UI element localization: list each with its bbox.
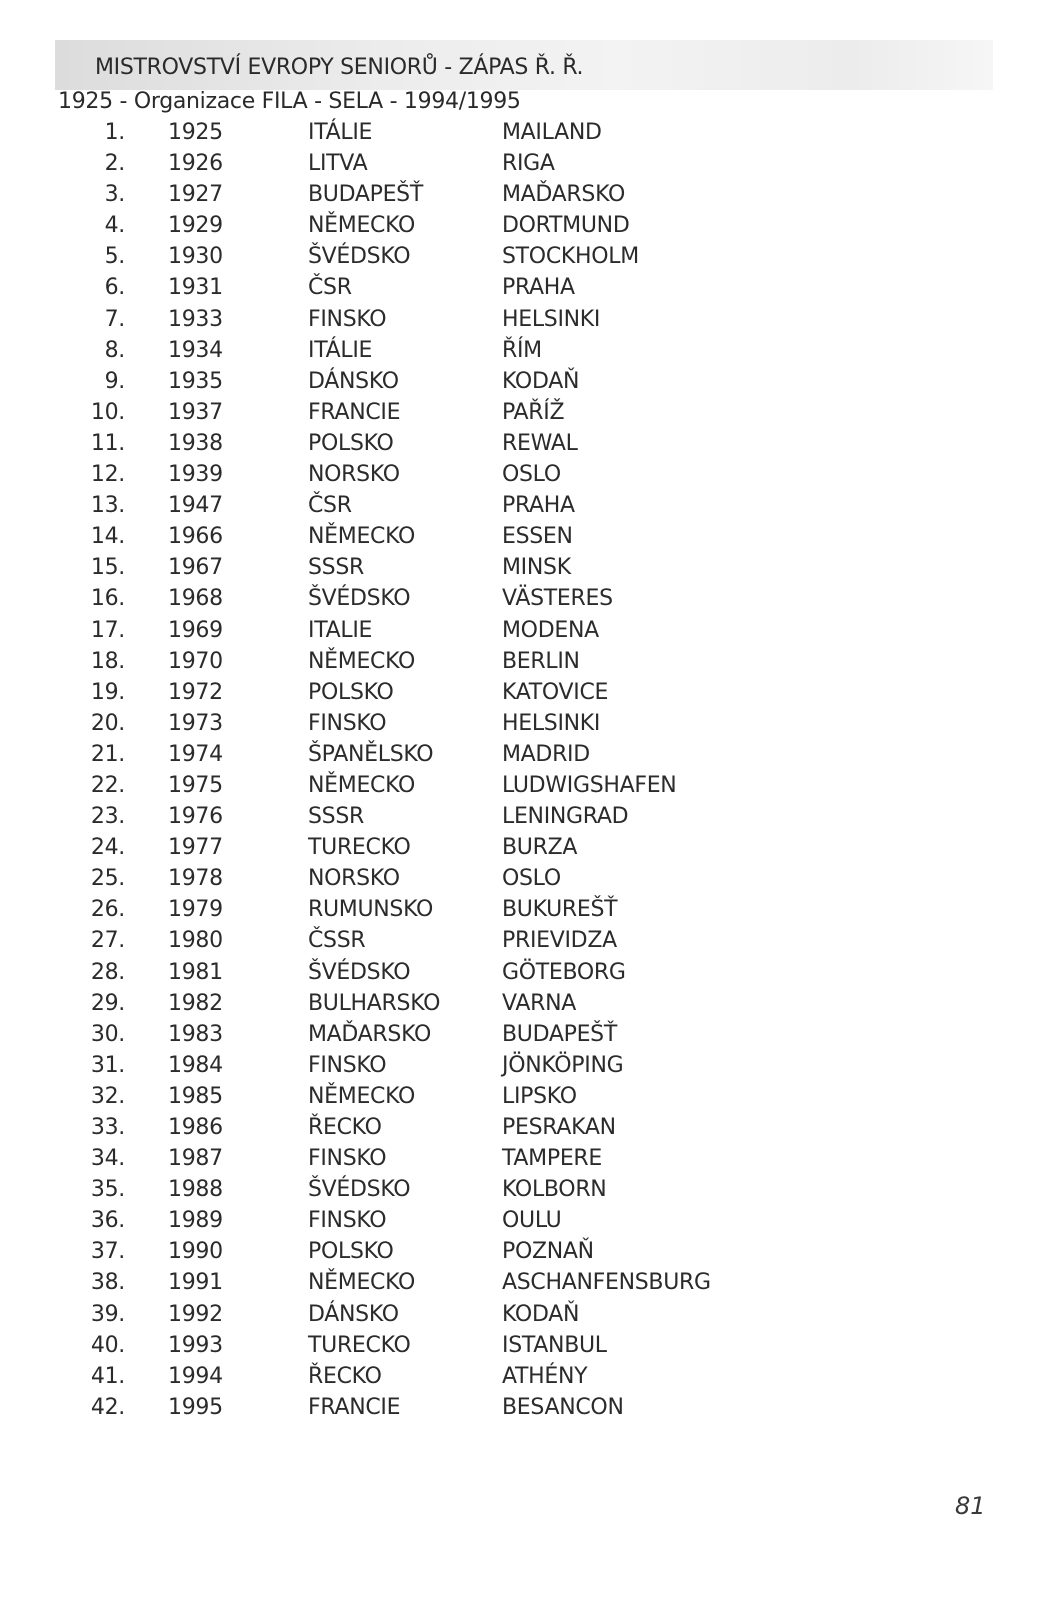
- country-cell: BULHARSKO: [308, 990, 441, 1016]
- table-row: [0, 521, 1063, 552]
- city-cell: MAILAND: [502, 120, 602, 145]
- country-cell: TURECKO: [308, 1332, 411, 1358]
- city-cell: KODAŇ: [502, 368, 580, 394]
- city-cell: KATOVICE: [502, 679, 609, 705]
- year-cell: 1987: [168, 1146, 223, 1172]
- row-number: 36.: [90, 1208, 125, 1234]
- table-row: [0, 397, 1063, 428]
- row-number: 6.: [104, 275, 125, 301]
- city-cell: MODENA: [502, 617, 599, 643]
- country-cell: MAĎARSKO: [308, 1021, 432, 1047]
- country-cell: FINSKO: [308, 1052, 387, 1078]
- row-number: 40.: [90, 1332, 125, 1358]
- table-row: [0, 490, 1063, 521]
- country-cell: ŘECKO: [308, 1363, 382, 1389]
- year-cell: 1983: [168, 1021, 223, 1047]
- city-cell: BERLIN: [502, 648, 580, 674]
- year-cell: 1975: [168, 772, 223, 798]
- country-cell: RUMUNSKO: [308, 897, 434, 923]
- row-number: 16.: [90, 586, 125, 612]
- table-row: [0, 272, 1063, 303]
- year-cell: 1979: [168, 897, 223, 923]
- country-cell: NĚMECKO: [308, 648, 416, 674]
- row-number: 2.: [104, 151, 125, 177]
- country-cell: ITALIE: [308, 617, 373, 643]
- row-number: 34.: [90, 1146, 125, 1172]
- city-cell: ESSEN: [502, 524, 573, 550]
- city-cell: PRAHA: [502, 493, 575, 519]
- year-cell: 1947: [168, 493, 223, 519]
- year-cell: 1982: [168, 990, 223, 1016]
- row-number: 24.: [90, 835, 125, 861]
- year-cell: 1990: [168, 1239, 223, 1265]
- row-number: 19.: [90, 679, 125, 705]
- city-cell: MADRID: [502, 741, 590, 767]
- row-number: 41.: [90, 1363, 125, 1389]
- table-row: [0, 739, 1063, 770]
- country-cell: ŠPANĚLSKO: [308, 741, 434, 767]
- city-cell: REWAL: [502, 430, 578, 456]
- row-number: 4.: [104, 213, 125, 239]
- table-row: [0, 615, 1063, 646]
- country-cell: DÁNSKO: [308, 368, 399, 394]
- year-cell: 1972: [168, 679, 223, 705]
- country-cell: ČSSR: [308, 928, 366, 954]
- city-cell: ATHÉNY: [502, 1363, 588, 1389]
- year-cell: 1925: [168, 120, 223, 145]
- table-row: [0, 1143, 1063, 1174]
- country-cell: ŠVÉDSKO: [308, 959, 411, 985]
- table-row: [0, 459, 1063, 490]
- year-cell: 1991: [168, 1270, 223, 1296]
- row-number: 39.: [90, 1301, 125, 1327]
- year-cell: 1989: [168, 1208, 223, 1234]
- city-cell: STOCKHOLM: [502, 244, 639, 270]
- year-cell: 1985: [168, 1083, 223, 1109]
- city-cell: PRAHA: [502, 275, 575, 301]
- row-number: 30.: [90, 1021, 125, 1047]
- city-cell: VARNA: [502, 990, 576, 1016]
- country-cell: NORSKO: [308, 866, 400, 892]
- row-number: 12.: [90, 462, 125, 488]
- country-cell: SSSR: [308, 804, 364, 830]
- year-cell: 1934: [168, 337, 223, 363]
- country-cell: BUDAPEŠŤ: [308, 182, 423, 208]
- row-number: 25.: [90, 866, 125, 892]
- table-row: [0, 1299, 1063, 1330]
- row-number: 28.: [90, 959, 125, 985]
- year-cell: 1995: [168, 1394, 223, 1420]
- page-number: 81: [955, 1492, 986, 1520]
- year-cell: 1978: [168, 866, 223, 892]
- table-row: [0, 1392, 1063, 1423]
- row-number: 3.: [104, 182, 125, 208]
- table-row: [0, 210, 1063, 241]
- table-row: [0, 988, 1063, 1019]
- row-number: 31.: [90, 1052, 125, 1078]
- table-row: [0, 148, 1063, 179]
- city-cell: LENINGRAD: [502, 804, 629, 830]
- year-cell: 1937: [168, 399, 223, 425]
- city-cell: MAĎARSKO: [502, 182, 626, 208]
- city-cell: BUDAPEŠŤ: [502, 1021, 617, 1047]
- year-cell: 1976: [168, 804, 223, 830]
- country-cell: FINSKO: [308, 306, 387, 332]
- country-cell: FRANCIE: [308, 399, 401, 425]
- row-number: 35.: [90, 1177, 125, 1203]
- year-cell: 1994: [168, 1363, 223, 1389]
- country-cell: DÁNSKO: [308, 1301, 399, 1327]
- table-row: [0, 770, 1063, 801]
- country-cell: POLSKO: [308, 679, 394, 705]
- row-number: 38.: [90, 1270, 125, 1296]
- table-row: [0, 1236, 1063, 1267]
- city-cell: ŘÍM: [502, 337, 542, 363]
- year-cell: 1970: [168, 648, 223, 674]
- city-cell: BESANCON: [502, 1394, 624, 1420]
- row-number: 11.: [90, 430, 125, 456]
- table-row: [0, 1361, 1063, 1392]
- year-cell: 1927: [168, 182, 223, 208]
- city-cell: BUKUREŠŤ: [502, 897, 618, 923]
- city-cell: HELSINKI: [502, 710, 601, 736]
- row-number: 10.: [90, 399, 125, 425]
- country-cell: FINSKO: [308, 710, 387, 736]
- table-row: [0, 366, 1063, 397]
- row-number: 27.: [90, 928, 125, 954]
- table-row: [0, 894, 1063, 925]
- country-cell: NĚMECKO: [308, 1270, 416, 1296]
- row-number: 14.: [90, 524, 125, 550]
- year-cell: 1974: [168, 741, 223, 767]
- row-number: 15.: [90, 555, 125, 581]
- row-number: 9.: [104, 368, 125, 394]
- country-cell: LITVA: [308, 151, 368, 177]
- row-number: 17.: [90, 617, 125, 643]
- year-cell: 1933: [168, 306, 223, 332]
- country-cell: ITÁLIE: [308, 120, 373, 145]
- city-cell: MINSK: [502, 555, 571, 581]
- row-number: 5.: [104, 244, 125, 270]
- year-cell: 1973: [168, 710, 223, 736]
- city-cell: RIGA: [502, 151, 555, 177]
- year-cell: 1931: [168, 275, 223, 301]
- year-cell: 1968: [168, 586, 223, 612]
- year-cell: 1929: [168, 213, 223, 239]
- page-title: MISTROVSTVÍ EVROPY SENIORŮ - ZÁPAS Ř. Ř.: [95, 55, 584, 80]
- country-cell: ČSR: [308, 493, 352, 519]
- table-row: [0, 677, 1063, 708]
- year-cell: 1930: [168, 244, 223, 270]
- table-row: [0, 801, 1063, 832]
- row-number: 21.: [90, 741, 125, 767]
- table-row: [0, 583, 1063, 614]
- year-cell: 1966: [168, 524, 223, 550]
- row-number: 20.: [90, 710, 125, 736]
- city-cell: BURZA: [502, 835, 578, 861]
- country-cell: NĚMECKO: [308, 1083, 416, 1109]
- table-row: [0, 179, 1063, 210]
- row-number: 42.: [90, 1394, 125, 1420]
- year-cell: 1926: [168, 151, 223, 177]
- table-row: [0, 1174, 1063, 1205]
- country-cell: ITÁLIE: [308, 337, 373, 363]
- year-cell: 1935: [168, 368, 223, 394]
- table-row: [0, 552, 1063, 583]
- city-cell: LUDWIGSHAFEN: [502, 772, 677, 798]
- row-number: 32.: [90, 1083, 125, 1109]
- year-cell: 1993: [168, 1332, 223, 1358]
- city-cell: DORTMUND: [502, 213, 630, 239]
- row-number: 37.: [90, 1239, 125, 1265]
- year-cell: 1986: [168, 1115, 223, 1140]
- table-row: [0, 863, 1063, 894]
- city-cell: PAŘÍŽ: [502, 399, 565, 425]
- row-number: 33.: [90, 1115, 125, 1140]
- table-row: [0, 708, 1063, 739]
- year-cell: 1981: [168, 959, 223, 985]
- year-cell: 1967: [168, 555, 223, 581]
- table-row: [0, 1019, 1063, 1050]
- table-row: [0, 832, 1063, 863]
- city-cell: HELSINKI: [502, 306, 601, 332]
- table-row: [0, 1112, 1063, 1143]
- row-number: 13.: [90, 493, 125, 519]
- city-cell: ISTANBUL: [502, 1332, 607, 1358]
- table-row: [0, 646, 1063, 677]
- country-cell: SSSR: [308, 555, 364, 581]
- table-row: [0, 428, 1063, 459]
- row-number: 18.: [90, 648, 125, 674]
- country-cell: ŠVÉDSKO: [308, 1177, 411, 1203]
- year-cell: 1969: [168, 617, 223, 643]
- country-cell: FRANCIE: [308, 1394, 401, 1420]
- country-cell: ŠVÉDSKO: [308, 244, 411, 270]
- city-cell: KODAŇ: [502, 1301, 580, 1327]
- table-row: [0, 1081, 1063, 1112]
- country-cell: NORSKO: [308, 462, 400, 488]
- city-cell: GÖTEBORG: [502, 959, 626, 985]
- country-cell: NĚMECKO: [308, 772, 416, 798]
- table-row: [0, 117, 1063, 148]
- year-cell: 1988: [168, 1177, 223, 1203]
- country-cell: NĚMECKO: [308, 524, 416, 550]
- championships-table: [0, 117, 1063, 1423]
- city-cell: TAMPERE: [502, 1146, 603, 1172]
- city-cell: JÖNKÖPING: [502, 1052, 624, 1078]
- row-number: 23.: [90, 804, 125, 830]
- city-cell: PESRAKAN: [502, 1115, 616, 1140]
- year-cell: 1980: [168, 928, 223, 954]
- country-cell: POLSKO: [308, 1239, 394, 1265]
- row-number: 29.: [90, 990, 125, 1016]
- city-cell: KOLBORN: [502, 1177, 607, 1203]
- row-number: 1.: [104, 120, 125, 145]
- city-cell: VÄSTERES: [502, 586, 613, 612]
- table-row: [0, 1205, 1063, 1236]
- year-cell: 1977: [168, 835, 223, 861]
- country-cell: POLSKO: [308, 430, 394, 456]
- year-cell: 1938: [168, 430, 223, 456]
- year-cell: 1992: [168, 1301, 223, 1327]
- country-cell: FINSKO: [308, 1208, 387, 1234]
- year-cell: 1984: [168, 1052, 223, 1078]
- city-cell: LIPSKO: [502, 1083, 577, 1109]
- table-row: [0, 335, 1063, 366]
- table-row: [0, 925, 1063, 956]
- year-cell: 1939: [168, 462, 223, 488]
- city-cell: OSLO: [502, 866, 561, 892]
- table-row: [0, 1050, 1063, 1081]
- city-cell: POZNAŇ: [502, 1239, 594, 1265]
- city-cell: OULU: [502, 1208, 562, 1234]
- country-cell: ČSR: [308, 275, 352, 301]
- table-row: [0, 957, 1063, 988]
- row-number: 22.: [90, 772, 125, 798]
- city-cell: ASCHANFENSBURG: [502, 1270, 711, 1296]
- country-cell: NĚMECKO: [308, 213, 416, 239]
- page-subtitle: 1925 - Organizace FILA - SELA - 1994/1995: [58, 89, 521, 114]
- country-cell: FINSKO: [308, 1146, 387, 1172]
- table-row: [0, 1267, 1063, 1298]
- row-number: 26.: [90, 897, 125, 923]
- table-row: [0, 1330, 1063, 1361]
- city-cell: OSLO: [502, 462, 561, 488]
- table-row: [0, 304, 1063, 335]
- city-cell: PRIEVIDZA: [502, 928, 617, 954]
- country-cell: ŘECKO: [308, 1115, 382, 1140]
- row-number: 8.: [104, 337, 125, 363]
- row-number: 7.: [104, 306, 125, 332]
- country-cell: TURECKO: [308, 835, 411, 861]
- table-row: [0, 241, 1063, 272]
- country-cell: ŠVÉDSKO: [308, 586, 411, 612]
